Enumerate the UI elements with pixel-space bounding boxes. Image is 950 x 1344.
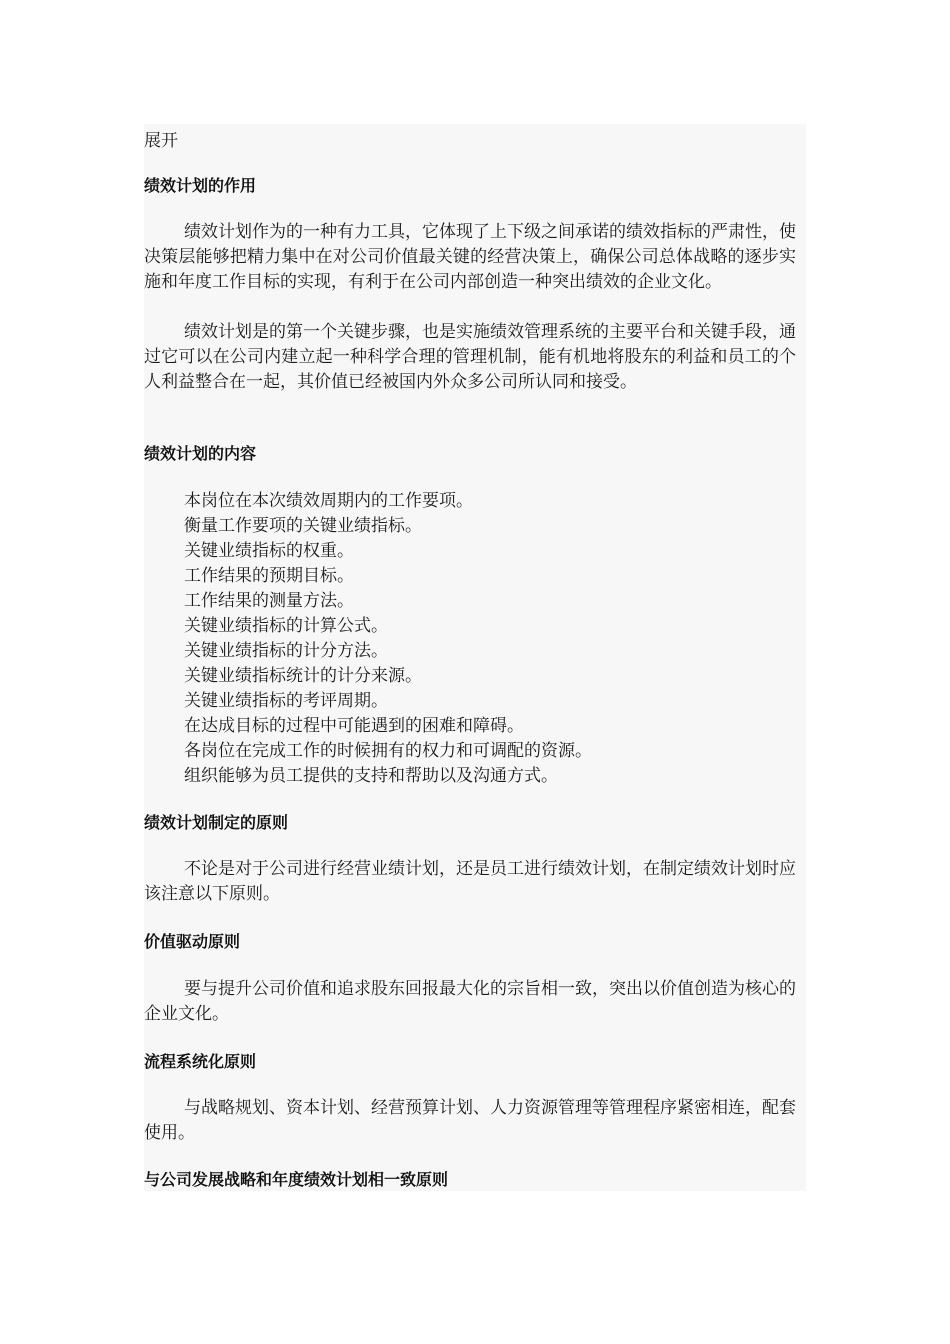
- paragraph-value-driven: 要与提升公司价值和追求股东回报最大化的宗旨相一致，突出以价值创造为核心的企业文化。: [144, 979, 796, 1024]
- heading-process: 流程系统化原则: [144, 1052, 257, 1071]
- paragraph-role-2: 绩效计划是的第一个关键步骤，也是实施绩效管理系统的主要平台和关键手段，通过它可以在公司内建立起一种科学合理的管理机制，能有机地将股东的利益和员工的个人利益整合在一起，其价值已经被国内外众多公司所认同和接受。: [144, 322, 796, 392]
- heading-consistency: 与公司发展战略和年度绩效计划相一致原则: [144, 1170, 449, 1189]
- list-item: 工作结果的预期目标。: [184, 566, 354, 586]
- list-item: 关键业绩指标的考评周期。: [184, 691, 388, 711]
- heading-value-driven: 价值驱动原则: [144, 932, 241, 951]
- list-item: 各岗位在完成工作的时候拥有的权力和可调配的资源。: [184, 741, 592, 761]
- expand-link[interactable]: 展开: [144, 131, 178, 151]
- content-list: [184, 489, 592, 789]
- list-item: 关键业绩指标统计的计分来源。: [184, 666, 422, 686]
- list-item: 关键业绩指标的计算公式。: [184, 616, 388, 636]
- paragraph-principles: 不论是对于公司进行经营业绩计划，还是员工进行绩效计划，在制定绩效计划时应该注意以下原则。: [144, 859, 796, 904]
- heading-content: 绩效计划的内容: [144, 444, 257, 463]
- list-item: 关键业绩指标的计分方法。: [184, 641, 388, 661]
- heading-principles: 绩效计划制定的原则: [144, 813, 289, 832]
- paragraph-role-1: 绩效计划作为的一种有力工具，它体现了上下级之间承诺的绩效指标的严肃性，使决策层能够把精力集中在对公司价值最关键的经营决策上，确保公司总体战略的逐步实施和年度工作目标的实现，有利于在公司内部创造一种突出绩效的企业文化。: [144, 222, 796, 292]
- list-item: 衡量工作要项的关键业绩指标。: [184, 516, 422, 536]
- paragraph-process: 与战略规划、资本计划、经营预算计划、人力资源管理等管理程序紧密相连，配套使用。: [144, 1098, 796, 1143]
- list-item: 在达成目标的过程中可能遇到的困难和障碍。: [184, 716, 524, 736]
- list-item: 工作结果的测量方法。: [184, 591, 354, 611]
- list-item: 本岗位在本次绩效周期内的工作要项。: [184, 491, 473, 511]
- list-item: 组织能够为员工提供的支持和帮助以及沟通方式。: [184, 766, 558, 786]
- list-item: 关键业绩指标的权重。: [184, 541, 354, 561]
- document-content: [144, 124, 806, 1191]
- heading-role: 绩效计划的作用: [144, 176, 257, 195]
